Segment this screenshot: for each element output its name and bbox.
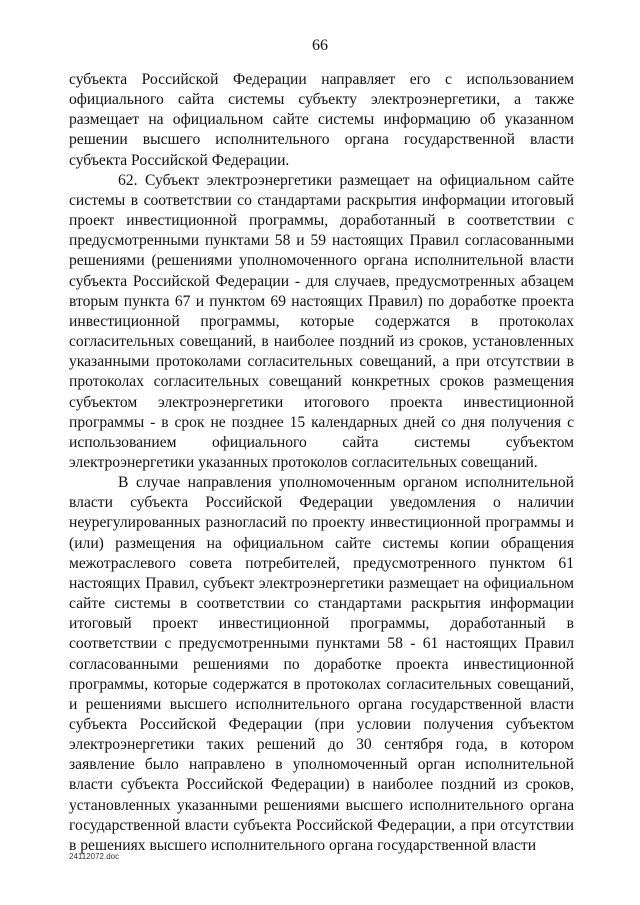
page-number: 66 [312, 37, 328, 54]
paragraph-case: В случае направления уполномоченным органом исполнительной власти субъекта Российской Федерации уведомления о наличии неурегулированных разногласий по проекту инвестиционной программы и (или) размещения на официальном сайте системы копии обращения межотраслевого совета потребителей, предусмотренного пунктом 61 настоящих Правил, субъект электроэнергетики размещает на официальном сайте системы в соответствии со стандартами раскрытия информации итоговый проект инвестиционной программы, доработанный в соответствии с предусмотренными пунктами 58 - 61 настоящих Правил согласованными решениями по доработке проекта инвестиционной программы, которые содержатся в протоколах согласительных совещаний, и решениями высшего исполнительного органа государственной власти субъекта Российской Федерации (при условии получения субъектом электроэнергетики таких решений до 30 сентября года, в котором заявление было направлено в уполномоченный орган исполнительной власти субъекта Российской Федерации) в наиболее поздний из сроков, установленных указанными решениями высшего исполнительного органа государственной власти субъекта Российской Федерации, а при отсутствии в решениях высшего исполнительного органа государственной власти [69, 474, 574, 854]
document-body [69, 70, 574, 856]
paragraph-continuation: субъекта Российской Федерации направляет его с использованием официального сайта системы субъекту электроэнергетики, а также размещает на официальном сайте системы информацию об указанном решении высшего исполнительного органа государственной власти субъекта Российской Федерации. [69, 71, 574, 169]
paragraph-item-62: 62. Субъект электроэнергетики размещает на официальном сайте системы в соответствии со стандартами раскрытия информации итоговый проект инвестиционной программы, доработанный в соответствии с предусмотренными пунктами 58 и 59 настоящих Правил согласованными решениями (решениями уполномоченного органа исполнительной власти субъекта Российской Федерации - для случаев, предусмотренных абзацем вторым пункта 67 и пунктом 69 настоящих Правил) по доработке проекта инвестиционной программы, которые содержатся в протоколах согласительных совещаний, в наиболее поздний из сроков, установленных указанными протоколами согласительных совещаний, а при отсутствии в протоколах согласительных совещаний конкретных сроков размещения субъектом электроэнергетики итогового проекта инвестиционной программы - в срок не позднее 15 календарных дней со дня получения с использованием официального сайта системы субъектом электроэнергетики указанных протоколов согласительных совещаний. [69, 171, 574, 471]
document-file-id: 24112072.doc [69, 852, 120, 861]
